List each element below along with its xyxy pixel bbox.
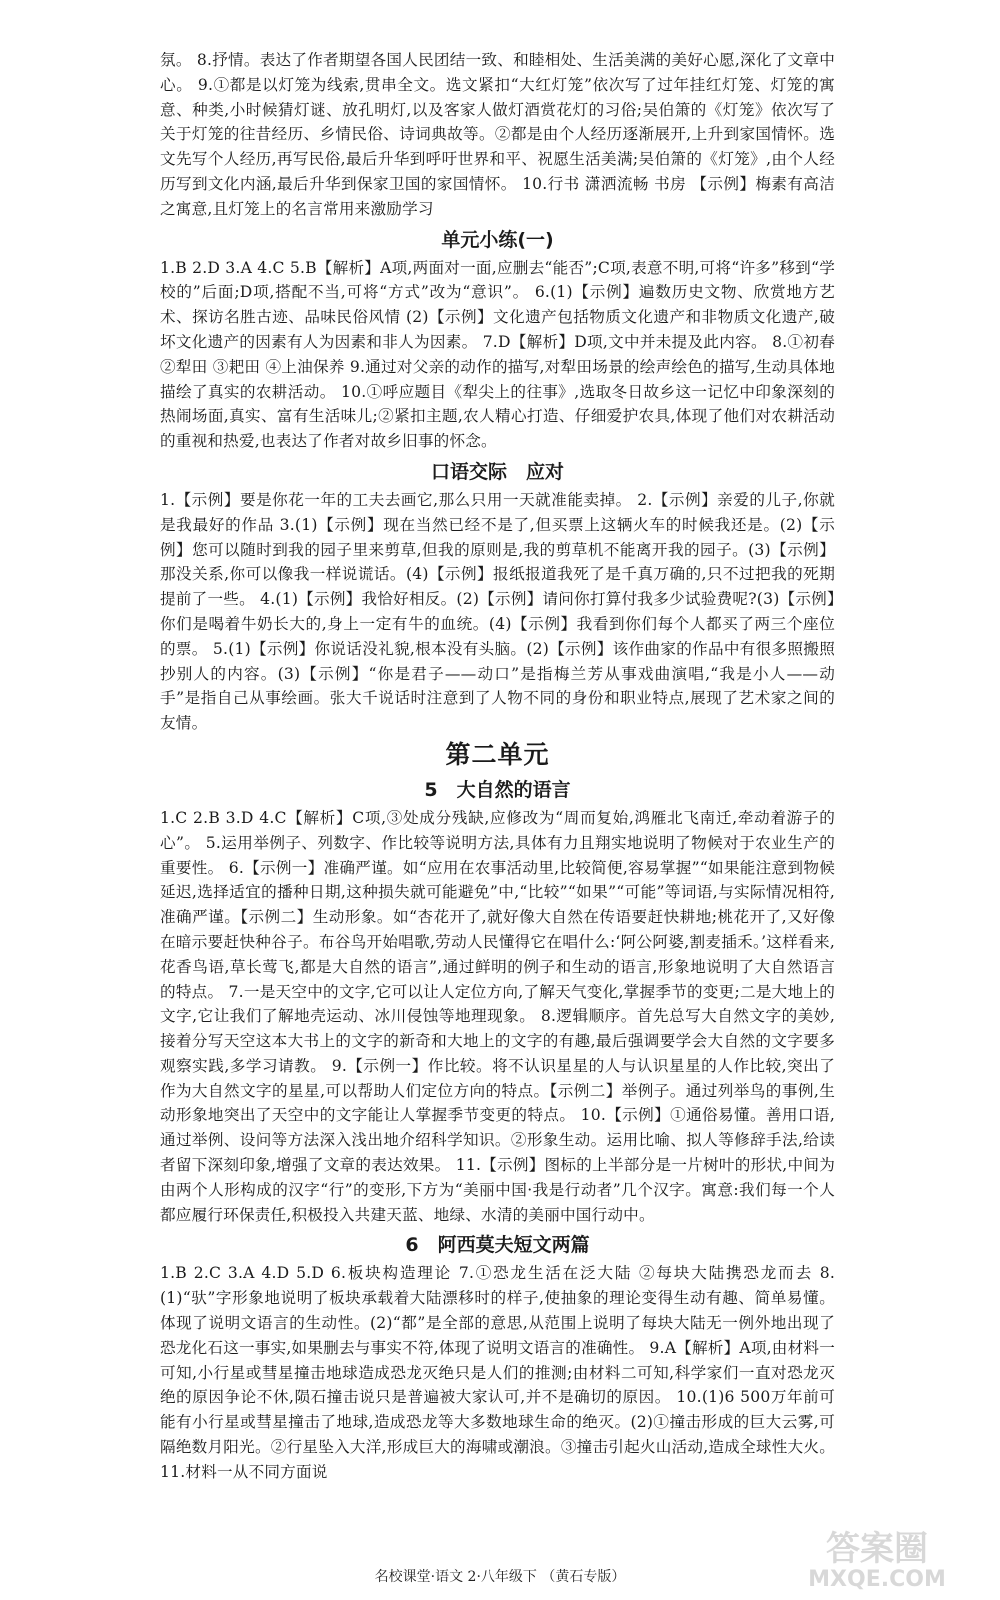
answer-paragraph-oral-communication: 1.【示例】要是你花一年的工夫去画它,那么只用一天就准能卖掉。 2.【示例】亲爱的儿子,你就是我最好的作品 3.(1)【示例】现在当然已经不是了,但买票上这辆火车的时候我还是。(2)【示例】您可以随时到我的园子里来剪草,但我的原则是,我的剪草机不能离开我的园子。(3)【示例】那没关系,你可以像我一样说谎话。(4)【示例】报纸报道我死了是千真万确的,只不过把我的死期提前了一些。 4.(1)【示例】我恰好相反。(2)【示例】请问你打算付我多少试验费呢?(3)【示例】你们是喝着牛奶长大的,身上一定有牛的血统。(4)【示例】我看到你们每个人都买了两三个座位的票。 5.(1)【示例】你说话没礼貌,根本没有头脑。(2)【示例】该作曲家的作品中有很多照搬照抄别人的内容。(3)【示例】“你是君子——动口”是指梅兰芳从事戏曲演唱,“我是小人——动手”是指自己从事绘画。张大千说话时注意到了人物不同的身份和职业特点,展现了艺术家之间的友情。 (160, 490, 835, 733)
page-footer: 名校课堂·语文 2·八年级下 （黄石专版） (374, 1569, 626, 1585)
lesson-heading-6: 6 阿西莫夫短文两篇 (405, 1234, 590, 1257)
watermark-logo (782, 1524, 972, 1594)
watermark-logo-text: 答案圈 (826, 1529, 928, 1569)
unit-heading-unit-two: 第二单元 (445, 739, 550, 769)
section-heading-oral-communication: 口语交际 应对 (430, 460, 564, 483)
answer-paragraph-lesson-5: 1.C 2.B 3.D 4.C【解析】C项,③处成分残缺,应修改为“周而复始,鸿雁北飞南迁,牵动着游子的心”。 5.运用举例子、列数字、作比较等说明方法,具体有力且翔实地说明了物候对于农业生产的重要性。 6.【示例一】准确严谨。如“应用在农事活动里,比较简便,容易掌握”“如果能注意到物候延迟,选择适宜的播种日期,这种损失就可能避免”中,“比较”“如果”“可能”等词语,与实际情况相符,准确严谨。【示例二】生动形象。如“杏花开了,就好像大自然在传语要赶快耕地;桃花开了,又好像在暗示要赶快种谷子。布谷鸟开始唱歌,劳动人民懂得它在唱什么:‘阿公阿婆,割麦插禾。’这样看来,花香鸟语,草长莺飞,都是大自然的语言”,通过鲜明的例子和生动的语言,形象地说明了大自然语言的特点。 7.一是天空中的文字,它可以让人定位方向,了解天气变化,掌握季节的变更;二是大地上的文字,它让我们了解地壳运动、冰川侵蚀等地理现象。 8.逻辑顺序。首先总写大自然文字的美妙,接着分写天空这本大书上的文字的新奇和大地上的文字的有趣,最后强调要学会大自然的文字要多观察实践,多学习请教。 9.【示例一】作比较。将不认识星星的人与认识星星的人作比较,突出了作为大自然文字的星星,可以帮助人们定位方向的特点。【示例二】举例子。通过列举鸟的事例,生动形象地突出了天空中的文字能让人掌握季节变更的特点。 10.【示例】①通俗易懂。善用口语,通过举例、设问等方法深入浅出地介绍科学知识。②形象生动。运用比喻、拟人等修辞手法,给读者留下深刻印象,增强了文章的表达效果。 11.【示例】图标的上半部分是一片树叶的形状,中间为由两个人形构成的汉字“行”的变形,下方为“美丽中国·我是行动者”几个汉字。寓意:我们每一个人都应履行环保责任,积极投入共建天蓝、地绿、水清的美丽中国行动中。 (160, 808, 835, 1224)
answer-paragraph-prev-lesson: 氛。 8.抒情。表达了作者期望各国人民团结一致、和睦相处、生活美满的美好心愿,深化了文章中心。 9.①都是以灯笼为线索,贯串全文。选文紧扣“大红灯笼”依次写了过年挂红灯笼、灯笼的寓意、种类,小时候猜灯谜、放孔明灯,以及客家人做灯酒赏花灯的习俗;吴伯箫的《灯笼》依次写了关于灯笼的往昔经历、乡情民俗、诗词典故等。②都是由个人经历逐渐展开,上升到家国情怀。选文先写个人经历,再写民俗,最后升华到呼吁世界和平、祝愿生活美满;吴伯箫的《灯笼》,由个人经历写到文化内涵,最后升华到保家卫国的家国情怀。 10.行书 潇洒流畅 书房 【示例】梅素有高洁之寓意,且灯笼上的名言常用来激励学习 (160, 51, 835, 218)
answer-paragraph-lesson-6: 1.B 2.C 3.A 4.D 5.D 6.板块构造理论 7.①恐龙生活在泛大陆 ②每块大陆携恐龙而去 8.(1)“驮”字形象地说明了板块承载着大陆漂移时的样子,使抽象的理论变得生动有趣、简单易懂。体现了说明文语言的生动性。(2)“都”是全部的意思,从范围上说明了每块大陆无一例外地出现了恐龙化石这一事实,如果删去与事实不符,体现了说明文语言的准确性。 9.A【解析】A项,由材料一可知,小行星或彗星撞击地球造成恐龙灭绝只是人们的推测;由材料二可知,科学家们一直对恐龙灭绝的原因争论不休,陨石撞击说只是普遍被大家认可,并不是确切的原因。 10.(1)6 500万年前可能有小行星或彗星撞击了地球,造成恐龙等大多数地球生命的绝灭。(2)①撞击形成的巨大云雾,可隔绝数月阳光。②行星坠入大洋,形成巨大的海啸或潮浪。③撞击引起火山活动,造成全球性大火。 11.材料一从不同方面说 (160, 1264, 835, 1481)
answer-paragraph-unit-practice: 1.B 2.D 3.A 4.C 5.B【解析】A项,两面对一面,应删去“能否”;C项,表意不明,可将“许多”移到“学校的”后面;D项,搭配不当,可将“方式”改为“意识”。 6.(1)【示例】遍数历史文物、欣赏地方艺术、探访名胜古迹、品味民俗风情 (2)【示例】文化遗产包括物质文化遗产和非物质文化遗产,破坏文化遗产的因素有人为因素和非人为因素。 7.D【解析】D项,文中并未提及此内容。 8.①初春 ②犁田 ③耙田 ④上油保养 9.通过对父亲的动作的描写,对犁田场景的绘声绘色的描写,生动具体地描绘了真实的农耕活动。 10.①呼应题目《犁尖上的往事》,选取冬日故乡这一记忆中印象深刻的热闹场面,真实、富有生活味儿;②紧扣主题,农人精心打造、仔细爱护农具,体现了他们对农耕活动的重视和热爱,也表达了作者对故乡旧事的怀念。 (160, 258, 835, 451)
lesson-heading-5: 5 大自然的语言 (424, 778, 571, 801)
watermark-url: MXQE.COM (808, 1567, 946, 1592)
section-heading-unit-practice: 单元小练(一) (441, 228, 554, 251)
